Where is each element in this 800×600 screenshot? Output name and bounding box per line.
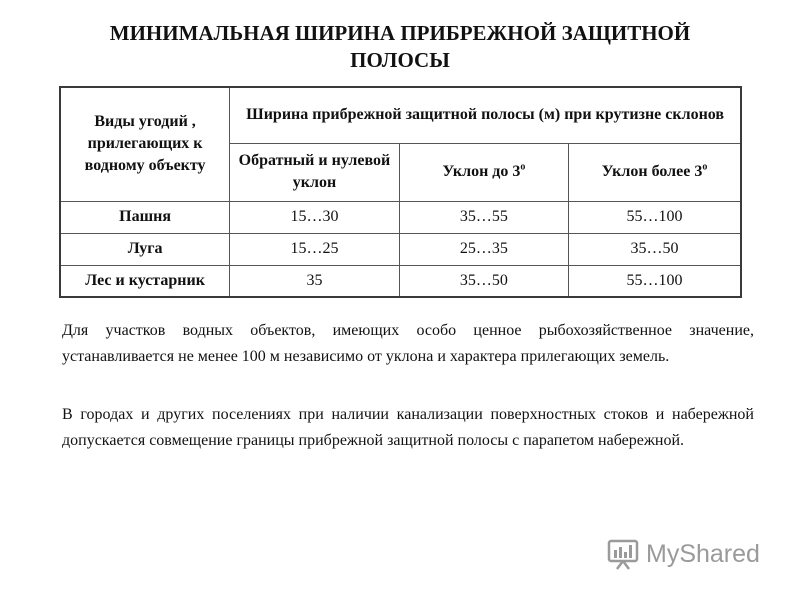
subheader-slope-over-3 xyxy=(569,143,741,201)
watermark-logo xyxy=(606,536,760,572)
row-land-type: Пашня xyxy=(60,201,230,233)
cell-value: 35 xyxy=(230,265,400,297)
paragraph-city-note: В городах и других поселениях при наличии канализации поверхностных стоков и набережной допускается совмещение границы прибрежной защитной полосы с парапетом набережной. xyxy=(62,406,754,449)
degree-mark: о xyxy=(520,161,526,173)
degree-mark: о xyxy=(702,161,708,173)
cell-value: 55…100 xyxy=(569,201,741,233)
paragraph-fishery-note: Для участков водных объектов, имеющих особо ценное рыбохозяйственное значение, устанавливается не менее 100 м независимо от уклона и характера прилегающих земель. xyxy=(62,322,754,365)
table-row xyxy=(60,233,741,265)
subheader-flat xyxy=(230,143,400,201)
row-land-type: Луга xyxy=(60,233,230,265)
title-line-1: МИНИМАЛЬНАЯ ШИРИНА ПРИБРЕЖНОЙ ЗАЩИТНОЙ xyxy=(109,21,691,45)
row-land-type: Лес и кустарник xyxy=(60,265,230,297)
subheader-slope-up-to-3 xyxy=(399,143,568,201)
header-width: Ширина прибрежной защитной полосы (м) при крутизне склонов xyxy=(230,87,741,143)
header-land-type: Виды угодий , прилегающих к водному объекту xyxy=(60,87,230,201)
cell-value: 55…100 xyxy=(569,265,741,297)
subheader-flat-text: Обратный и нулевой уклон xyxy=(238,152,391,191)
myshared-logo-icon xyxy=(606,537,640,571)
cell-value: 35…50 xyxy=(569,233,741,265)
subheader-slope-over-3-text: Уклон более 3 xyxy=(601,163,703,180)
title-line-2: ПОЛОСЫ xyxy=(350,48,450,72)
subheader-slope-up-to-3-text: Уклон до 3 xyxy=(442,163,521,180)
watermark-text: MyShared xyxy=(646,539,760,568)
table-row xyxy=(60,201,741,233)
cell-value: 35…55 xyxy=(399,201,568,233)
table-header-row xyxy=(60,87,741,143)
cell-value: 15…30 xyxy=(230,201,400,233)
table-row xyxy=(60,265,741,297)
cell-value: 35…50 xyxy=(399,265,568,297)
page-title xyxy=(0,20,800,74)
cell-value: 15…25 xyxy=(230,233,400,265)
cell-value: 25…35 xyxy=(399,233,568,265)
buffer-width-table xyxy=(59,86,742,298)
